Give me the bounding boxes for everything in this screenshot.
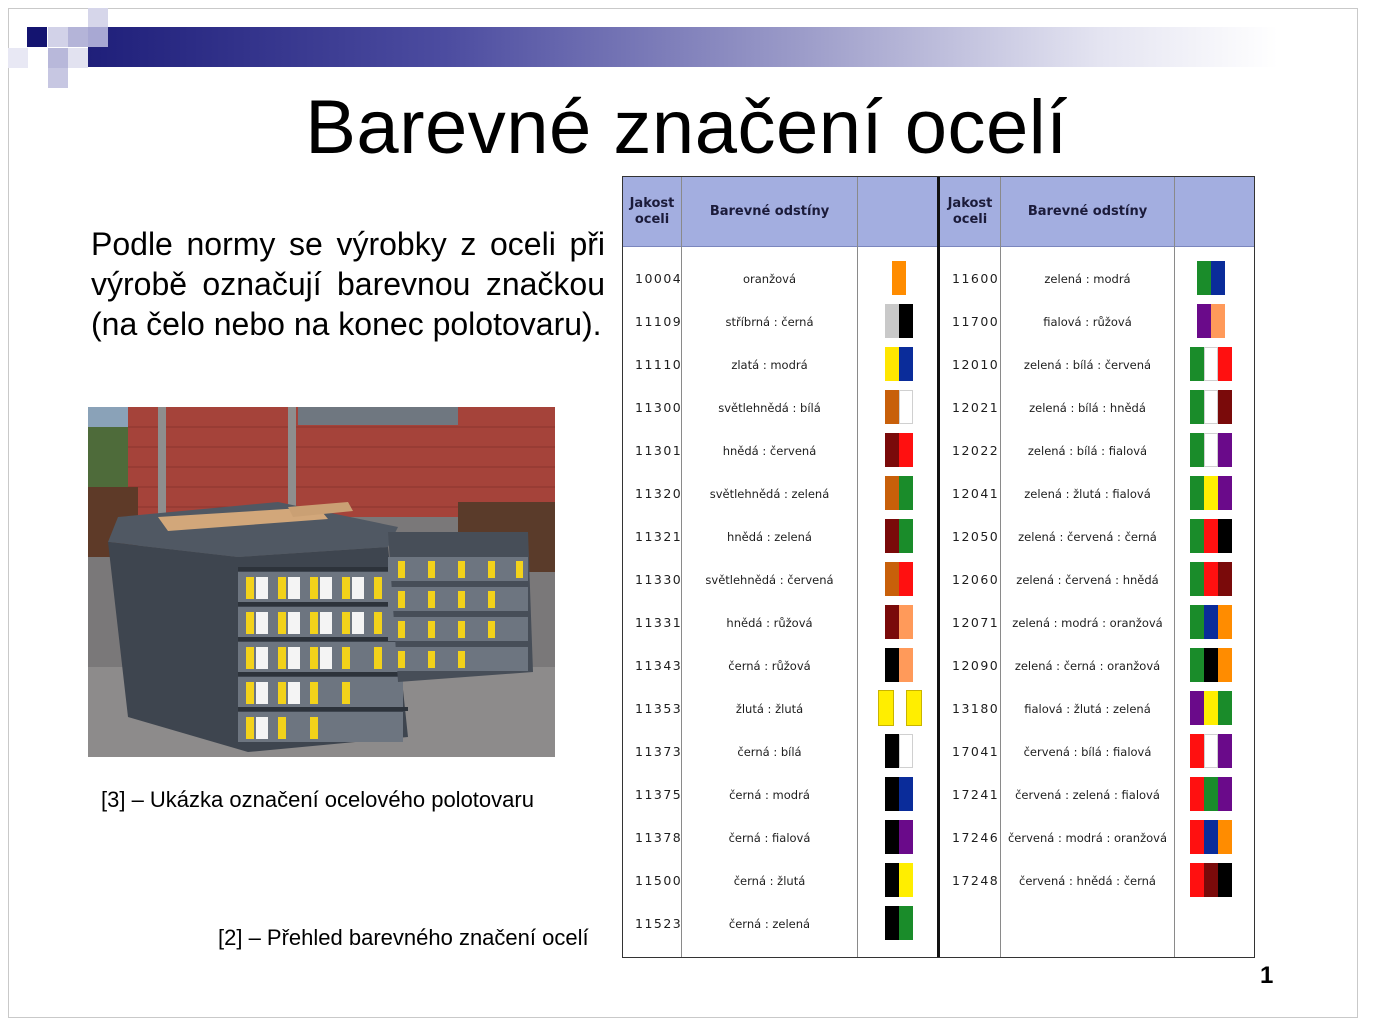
swatch-band bbox=[1204, 863, 1218, 897]
swatch-band bbox=[1190, 691, 1204, 725]
swatch-band bbox=[1204, 347, 1218, 381]
steel-grade-code: 10004 bbox=[635, 271, 683, 286]
swatch-band bbox=[899, 519, 913, 553]
color-shade-name: žlutá : žlutá bbox=[735, 701, 804, 716]
color-swatch bbox=[1190, 433, 1232, 467]
color-swatch bbox=[885, 347, 913, 381]
steel-grade-code: 11300 bbox=[635, 400, 683, 415]
swatch-band bbox=[899, 777, 913, 811]
color-swatch bbox=[885, 476, 913, 510]
swatch-band bbox=[885, 648, 899, 682]
steel-grade-code: 12090 bbox=[952, 658, 1000, 673]
steel-grade-code: 12041 bbox=[952, 486, 1000, 501]
table-row bbox=[940, 773, 1254, 816]
color-swatch bbox=[885, 304, 913, 338]
table-row bbox=[940, 300, 1254, 343]
color-shade-name: zelená : červená : hnědá bbox=[1016, 572, 1159, 587]
color-swatch bbox=[1190, 691, 1232, 725]
color-shade-name: zelená : modrá bbox=[1044, 271, 1131, 286]
header-shades: Barevné odstíny bbox=[709, 203, 830, 219]
color-shade-name: fialová : žlutá : zelená bbox=[1024, 701, 1151, 716]
swatch-band bbox=[1204, 476, 1218, 510]
color-swatch bbox=[885, 562, 913, 596]
steel-grade-code: 11700 bbox=[952, 314, 1000, 329]
swatch-band bbox=[885, 906, 899, 940]
color-swatch bbox=[1197, 304, 1225, 338]
slide-title: Barevné značení ocelí bbox=[305, 85, 1068, 170]
steel-grade-code: 12022 bbox=[952, 443, 1000, 458]
swatch-band bbox=[1218, 605, 1232, 639]
header-shades: Barevné odstíny bbox=[1027, 203, 1148, 219]
steel-grade-code: 11375 bbox=[635, 787, 683, 802]
decor-square bbox=[68, 27, 88, 47]
color-swatch bbox=[885, 648, 913, 682]
table-row bbox=[623, 859, 937, 902]
swatch-band bbox=[907, 691, 921, 725]
table-row bbox=[623, 730, 937, 773]
steel-grade-code: 11110 bbox=[635, 357, 683, 372]
color-shade-name: červená : hnědá : černá bbox=[1019, 873, 1156, 888]
swatch-band bbox=[1204, 734, 1218, 768]
steel-grade-code: 11523 bbox=[635, 916, 683, 931]
table-row bbox=[940, 644, 1254, 687]
steel-grade-code: 11109 bbox=[635, 314, 683, 329]
table-row bbox=[623, 515, 937, 558]
table-row bbox=[940, 472, 1254, 515]
table-row bbox=[623, 687, 937, 730]
color-shade-name: hnědá : růžová bbox=[726, 615, 813, 630]
swatch-band bbox=[1204, 777, 1218, 811]
steel-grade-code: 11600 bbox=[952, 271, 1000, 286]
decor-square bbox=[48, 27, 68, 47]
decor-square bbox=[8, 48, 28, 68]
table-row bbox=[940, 386, 1254, 429]
color-shade-name: světlehnědá : bílá bbox=[718, 400, 821, 415]
swatch-band bbox=[1204, 820, 1218, 854]
table-row bbox=[940, 816, 1254, 859]
swatch-band bbox=[1218, 519, 1232, 553]
table-half-left bbox=[623, 177, 940, 957]
swatch-band bbox=[1204, 562, 1218, 596]
swatch-band bbox=[885, 304, 899, 338]
color-shade-name: stříbrná : černá bbox=[725, 314, 814, 329]
color-shade-name: zlatá : modrá bbox=[731, 357, 808, 372]
steel-grade-code: 11353 bbox=[635, 701, 683, 716]
swatch-band bbox=[1218, 777, 1232, 811]
color-swatch bbox=[1190, 476, 1232, 510]
header-grade: Jakost oceli bbox=[629, 195, 675, 227]
swatch-band bbox=[1218, 562, 1232, 596]
color-swatch bbox=[885, 777, 913, 811]
steel-color-table bbox=[622, 176, 1255, 958]
swatch-band bbox=[1218, 476, 1232, 510]
table-row bbox=[623, 300, 937, 343]
swatch-band bbox=[1218, 863, 1232, 897]
table-row bbox=[623, 773, 937, 816]
swatch-band bbox=[1197, 304, 1211, 338]
swatch-band bbox=[899, 562, 913, 596]
swatch-band bbox=[885, 347, 899, 381]
color-swatch bbox=[892, 261, 906, 295]
color-swatch bbox=[1190, 390, 1232, 424]
swatch-band bbox=[885, 777, 899, 811]
color-shade-name: zelená : modrá : oranžová bbox=[1012, 615, 1163, 630]
color-swatch bbox=[1190, 519, 1232, 553]
steel-grade-code: 11331 bbox=[635, 615, 683, 630]
swatch-band bbox=[1190, 863, 1204, 897]
decor-square bbox=[48, 48, 68, 68]
swatch-band bbox=[899, 304, 913, 338]
swatch-band bbox=[885, 562, 899, 596]
swatch-band bbox=[885, 476, 899, 510]
color-swatch bbox=[879, 691, 921, 725]
color-shade-name: černá : zelená bbox=[728, 916, 811, 931]
swatch-band bbox=[885, 820, 899, 854]
table-row bbox=[623, 902, 937, 945]
table-row bbox=[940, 558, 1254, 601]
swatch-band bbox=[879, 691, 893, 725]
color-swatch bbox=[1197, 261, 1225, 295]
table-row bbox=[623, 257, 937, 300]
table-row bbox=[623, 343, 937, 386]
table-caption: [2] – Přehled barevného značení ocelí bbox=[218, 925, 589, 950]
steel-grade-code: 17248 bbox=[952, 873, 1000, 888]
swatch-band bbox=[1190, 562, 1204, 596]
table-row bbox=[623, 601, 937, 644]
color-swatch bbox=[885, 390, 913, 424]
color-shade-name: červená : bílá : fialová bbox=[1023, 744, 1152, 759]
steel-grade-code: 12010 bbox=[952, 357, 1000, 372]
swatch-band bbox=[899, 820, 913, 854]
swatch-band bbox=[899, 433, 913, 467]
swatch-band bbox=[899, 347, 913, 381]
table-row bbox=[940, 343, 1254, 386]
decor-square bbox=[27, 27, 47, 47]
swatch-band bbox=[1218, 433, 1232, 467]
swatch-band bbox=[1204, 433, 1218, 467]
table-row bbox=[623, 558, 937, 601]
swatch-band bbox=[1218, 648, 1232, 682]
steel-billets-photo bbox=[88, 407, 555, 757]
steel-grade-code: 12050 bbox=[952, 529, 1000, 544]
swatch-band bbox=[899, 390, 913, 424]
color-swatch bbox=[1190, 734, 1232, 768]
steel-grade-code: 11343 bbox=[635, 658, 683, 673]
swatch-band bbox=[899, 734, 913, 768]
color-swatch bbox=[885, 863, 913, 897]
table-row bbox=[623, 644, 937, 687]
color-shade-name: zelená : červená : černá bbox=[1018, 529, 1157, 544]
header-grade: Jakost oceli bbox=[947, 195, 993, 227]
swatch-band bbox=[1197, 261, 1211, 295]
swatch-band bbox=[1190, 820, 1204, 854]
swatch-band bbox=[899, 863, 913, 897]
swatch-band bbox=[885, 390, 899, 424]
color-shade-name: zelená : bílá : červená bbox=[1023, 357, 1152, 372]
table-row bbox=[940, 687, 1254, 730]
header-gradient-band bbox=[88, 27, 1278, 67]
steel-grade-code: 11301 bbox=[635, 443, 683, 458]
swatch-band bbox=[885, 734, 899, 768]
table-row bbox=[623, 429, 937, 472]
steel-grade-code: 11500 bbox=[635, 873, 683, 888]
color-swatch bbox=[1190, 562, 1232, 596]
steel-grade-code: 17241 bbox=[952, 787, 1000, 802]
swatch-band bbox=[899, 476, 913, 510]
color-shade-name: černá : modrá bbox=[729, 787, 810, 802]
table-row bbox=[940, 257, 1254, 300]
color-shade-name: hnědá : červená bbox=[722, 443, 817, 458]
color-shade-name: černá : bílá bbox=[737, 744, 802, 759]
color-shade-name: světlehnědá : zelená bbox=[709, 486, 830, 501]
color-shade-name: černá : žlutá bbox=[733, 873, 806, 888]
color-swatch bbox=[885, 906, 913, 940]
steel-grade-code: 11330 bbox=[635, 572, 683, 587]
body-paragraph: Podle normy se výrobky z oceli při výrobě označují barevnou značkou (na čelo nebo na konec polotovaru). bbox=[91, 226, 605, 342]
table-row bbox=[623, 816, 937, 859]
color-swatch bbox=[885, 734, 913, 768]
color-swatch bbox=[1190, 605, 1232, 639]
swatch-band bbox=[899, 648, 913, 682]
color-shade-name: černá : fialová bbox=[728, 830, 811, 845]
color-shade-name: zelená : žlutá : fialová bbox=[1024, 486, 1151, 501]
color-swatch bbox=[1190, 347, 1232, 381]
table-row bbox=[623, 386, 937, 429]
swatch-band bbox=[1190, 605, 1204, 639]
color-shade-name: červená : modrá : oranžová bbox=[1007, 830, 1168, 845]
table-row bbox=[940, 515, 1254, 558]
swatch-band bbox=[1190, 347, 1204, 381]
photo-caption: [3] – Ukázka označení ocelového polotovaru bbox=[101, 787, 534, 812]
swatch-band bbox=[885, 519, 899, 553]
swatch-band bbox=[1218, 734, 1232, 768]
steel-grade-code: 11378 bbox=[635, 830, 683, 845]
swatch-band bbox=[1218, 691, 1232, 725]
steel-grade-code: 13180 bbox=[952, 701, 1000, 716]
color-swatch bbox=[1190, 648, 1232, 682]
swatch-band bbox=[1190, 476, 1204, 510]
swatch-band bbox=[1190, 777, 1204, 811]
table-row bbox=[940, 601, 1254, 644]
color-shade-name: hnědá : zelená bbox=[727, 529, 812, 544]
table-row bbox=[940, 429, 1254, 472]
table-row bbox=[940, 859, 1254, 902]
swatch-band bbox=[1190, 433, 1204, 467]
swatch-band bbox=[899, 906, 913, 940]
swatch-band bbox=[885, 433, 899, 467]
swatch-band bbox=[1204, 605, 1218, 639]
swatch-band bbox=[1190, 734, 1204, 768]
steel-grade-code: 11320 bbox=[635, 486, 683, 501]
swatch-band bbox=[1190, 519, 1204, 553]
swatch-band bbox=[892, 261, 906, 295]
steel-grade-code: 12060 bbox=[952, 572, 1000, 587]
page-number: 1 bbox=[1260, 962, 1274, 989]
decor-square bbox=[88, 8, 108, 28]
swatch-band bbox=[1204, 519, 1218, 553]
color-shade-name: fialová : růžová bbox=[1043, 314, 1132, 329]
swatch-band bbox=[899, 605, 913, 639]
steel-grade-code: 11373 bbox=[635, 744, 683, 759]
color-swatch bbox=[1190, 777, 1232, 811]
steel-grade-code: 12021 bbox=[952, 400, 1000, 415]
color-swatch bbox=[1190, 820, 1232, 854]
swatch-band bbox=[885, 605, 899, 639]
swatch-band bbox=[1218, 390, 1232, 424]
swatch-band bbox=[1204, 648, 1218, 682]
color-shade-name: oranžová bbox=[742, 271, 797, 286]
color-shade-name: zelená : bílá : fialová bbox=[1027, 443, 1148, 458]
swatch-band bbox=[1211, 261, 1225, 295]
color-swatch bbox=[885, 433, 913, 467]
steel-grade-code: 17041 bbox=[952, 744, 1000, 759]
table-row bbox=[940, 730, 1254, 773]
color-shade-name: černá : růžová bbox=[728, 658, 811, 673]
swatch-band bbox=[1204, 691, 1218, 725]
color-swatch bbox=[885, 519, 913, 553]
color-shade-name: zelená : černá : oranžová bbox=[1014, 658, 1161, 673]
color-swatch bbox=[1190, 863, 1232, 897]
color-shade-name: červená : zelená : fialová bbox=[1015, 787, 1160, 802]
swatch-band bbox=[1204, 390, 1218, 424]
steel-grade-code: 11321 bbox=[635, 529, 683, 544]
swatch-band bbox=[1190, 390, 1204, 424]
table-half-right bbox=[940, 177, 1254, 957]
color-swatch bbox=[885, 605, 913, 639]
steel-grade-code: 12071 bbox=[952, 615, 1000, 630]
decor-square bbox=[68, 48, 88, 68]
swatch-gap bbox=[893, 691, 907, 725]
swatch-band bbox=[1218, 820, 1232, 854]
color-shade-name: zelená : bílá : hnědá bbox=[1029, 400, 1146, 415]
color-swatch bbox=[885, 820, 913, 854]
decor-square bbox=[88, 27, 108, 47]
swatch-band bbox=[885, 863, 899, 897]
steel-grade-code: 17246 bbox=[952, 830, 1000, 845]
color-shade-name: světlehnědá : červená bbox=[705, 572, 834, 587]
swatch-band bbox=[1211, 304, 1225, 338]
swatch-band bbox=[1218, 347, 1232, 381]
table-row bbox=[623, 472, 937, 515]
swatch-band bbox=[1190, 648, 1204, 682]
